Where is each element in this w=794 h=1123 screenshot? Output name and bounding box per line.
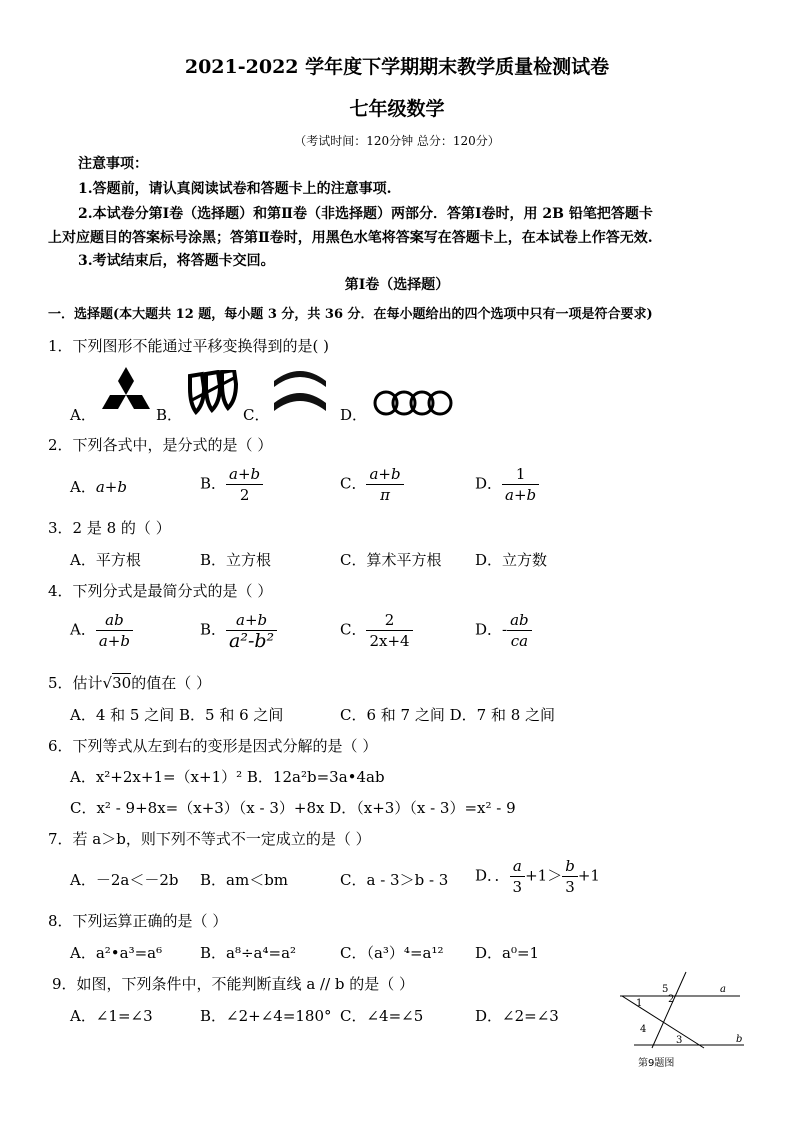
q2-option-b bbox=[200, 464, 263, 505]
q9-parallel-lines-figure bbox=[612, 968, 752, 1073]
q2-c-num: a+b bbox=[366, 464, 403, 485]
q5-stem-pre: 5．估计 bbox=[48, 674, 103, 692]
q1-option-a-label: A． bbox=[70, 406, 96, 424]
q9-option-a: A．∠1=∠3 bbox=[70, 1007, 153, 1025]
notice-item-2-line2: 上对应题目的答案标号涂黑；答第Ⅱ卷时，用黑色水笔将答案写在答题卡上，在本试卷上作答无效. bbox=[48, 230, 653, 246]
q1-option-b-label: B． bbox=[156, 406, 183, 424]
q8-stem: 8．下列运算正确的是（ ） bbox=[48, 912, 228, 930]
q7-d-end: +1 bbox=[577, 866, 600, 885]
fig-angle-1: 1 bbox=[636, 998, 643, 1009]
q5-options-cd: C．6 和 7 之间 D．7 和 8 之间 bbox=[340, 706, 556, 724]
q2-b-num: a+b bbox=[226, 464, 263, 485]
q4-d-den: ca bbox=[510, 632, 529, 650]
q4-option-b-label: B． bbox=[200, 620, 227, 639]
q2-option-a bbox=[70, 476, 127, 497]
exam-subtitle: 七年级数学 bbox=[349, 98, 445, 120]
q7-option-d-label: D．． bbox=[475, 866, 510, 885]
fig-label-b: b bbox=[736, 1034, 743, 1045]
q4-d-num: ab bbox=[507, 610, 532, 631]
citroen-logo-icon bbox=[272, 365, 328, 415]
q3-option-c: C．算术平方根 bbox=[340, 551, 442, 569]
q1-stem: 1．下列图形不能通过平移变换得到的是( ) bbox=[48, 337, 330, 355]
buick-logo-icon bbox=[186, 370, 242, 416]
fig-angle-5: 5 bbox=[662, 984, 669, 995]
q6-options-row2: C．x² - 9+8x=（x+3）（x - 3）+8x D．（x+3）（x - 3）=x² - 9 bbox=[70, 799, 516, 817]
q7-stem: 7．若 a＞b，则下列不等式不一定成立的是（ ） bbox=[48, 830, 371, 848]
q8-option-a: A．a²•a³=a⁶ bbox=[70, 944, 163, 962]
q2-d-den: a+b bbox=[505, 486, 537, 504]
q6-stem: 6．下列等式从左到右的变形是因式分解的是（ ） bbox=[48, 737, 378, 755]
q4-option-a bbox=[70, 610, 133, 651]
q8-option-d: D．a⁰=1 bbox=[475, 944, 540, 962]
exam-title: 2021-2022 学年度下学期期末教学质量检测试卷 bbox=[184, 56, 610, 78]
q2-option-d-label: D． bbox=[475, 474, 503, 493]
q2-option-a-text: a+b bbox=[95, 478, 127, 496]
q7-option-b: B．am＜bm bbox=[200, 871, 289, 889]
q7-option-a: A．－2a＜－2b bbox=[70, 871, 179, 889]
q3-stem: 3．2 是 8 的（ ） bbox=[48, 519, 171, 537]
q5-radicand: 30 bbox=[112, 674, 132, 692]
q4-b-den: a²-b² bbox=[229, 630, 275, 652]
q4-option-c bbox=[340, 610, 413, 651]
sqrt-sign-icon: √ bbox=[102, 674, 113, 692]
q4-option-d-label: D．- bbox=[475, 620, 508, 639]
q7-d-den2: 3 bbox=[565, 878, 575, 896]
q5-stem-post: 的值在（ ） bbox=[131, 674, 211, 692]
q3-option-a: A．平方根 bbox=[70, 551, 141, 569]
q2-option-c-label: C． bbox=[340, 474, 367, 493]
q5-stem bbox=[48, 672, 211, 693]
q6-options-row1: A．x²+2x+1=（x+1）² B．12a²b=3a•4ab bbox=[70, 768, 385, 786]
q9-stem: 9．如图，下列条件中，不能判断直线 a // b 的是（ ） bbox=[52, 975, 415, 993]
fig-angle-2: 2 bbox=[668, 994, 675, 1005]
q2-c-den: π bbox=[380, 486, 390, 504]
q3-option-d: D．立方数 bbox=[475, 551, 548, 569]
q8-option-c: C．（a³）⁴=a¹² bbox=[340, 944, 444, 962]
q2-option-a-label: A． bbox=[70, 478, 96, 496]
q8-option-b: B．a⁸÷a⁴=a² bbox=[200, 944, 297, 962]
q7-d-den1: 3 bbox=[512, 878, 523, 896]
q7-d-num2: b bbox=[562, 856, 578, 877]
q4-c-den: 2x+4 bbox=[369, 632, 410, 650]
q7-d-num1: a bbox=[510, 856, 526, 877]
q2-d-num: 1 bbox=[502, 464, 539, 485]
q4-option-d bbox=[475, 610, 532, 651]
notice-heading: 注意事项： bbox=[78, 156, 148, 172]
q2-stem: 2．下列各式中，是分式的是（ ） bbox=[48, 436, 273, 454]
q7-option-d bbox=[475, 856, 600, 897]
q4-option-c-label: C． bbox=[340, 620, 367, 639]
audi-rings-icon bbox=[372, 389, 456, 417]
fig-angle-3: 3 bbox=[676, 1035, 683, 1046]
q9-option-d: D．∠2=∠3 bbox=[475, 1007, 559, 1025]
q2-b-den: 2 bbox=[239, 486, 250, 504]
q9-option-c: C．∠4=∠5 bbox=[340, 1007, 424, 1025]
notice-item-1: 1.答题前，请认真阅读试卷和答题卡上的注意事项. bbox=[78, 181, 392, 197]
notice-item-2-line1: 2.本试卷分第Ⅰ卷（选择题）和第Ⅱ卷（非选择题）两部分．答第Ⅰ卷时，用 2B 铅笔把答题卡 bbox=[78, 206, 653, 222]
transversal-2 bbox=[622, 996, 704, 1048]
q4-option-b bbox=[200, 610, 277, 651]
fig-angle-4: 4 bbox=[640, 1024, 647, 1035]
q5-options-ab: A．4 和 5 之间 B．5 和 6 之间 bbox=[70, 706, 284, 724]
q7-option-c: C．a - 3＞b - 3 bbox=[340, 871, 449, 889]
notice-item-3: 3.考试结束后，将答题卡交回。 bbox=[78, 253, 275, 269]
q4-stem: 4．下列分式是最简分式的是（ ） bbox=[48, 582, 273, 600]
q1-option-c-label: C． bbox=[243, 406, 270, 424]
q3-option-b: B．立方根 bbox=[200, 551, 272, 569]
section-instruction: 一．选择题(本大题共 12 题，每小题 3 分，共 36 分．在每小题给出的四个选项中只有一项是符合要求) bbox=[48, 307, 653, 322]
q4-b-num: a+b bbox=[226, 610, 277, 631]
mitsubishi-logo-icon bbox=[98, 367, 154, 415]
q4-a-num: ab bbox=[96, 610, 133, 631]
exam-info: （考试时间：120分钟 总分：120分） bbox=[294, 134, 500, 148]
fig-label-a: a bbox=[720, 984, 726, 995]
q1-option-d-label: D． bbox=[340, 406, 368, 424]
q4-a-den: a+b bbox=[98, 632, 130, 650]
q4-c-num: 2 bbox=[366, 610, 412, 631]
section-title: 第Ⅰ卷（选择题） bbox=[344, 277, 450, 293]
q7-d-mid: +1＞ bbox=[525, 866, 563, 885]
q2-option-b-label: B． bbox=[200, 474, 227, 493]
fig-caption: 第9题图 bbox=[638, 1058, 675, 1069]
q4-option-a-label: A． bbox=[70, 620, 96, 639]
q2-option-c bbox=[340, 464, 404, 505]
q9-option-b: B．∠2+∠4=180° bbox=[200, 1007, 332, 1025]
q2-option-d bbox=[475, 464, 539, 505]
